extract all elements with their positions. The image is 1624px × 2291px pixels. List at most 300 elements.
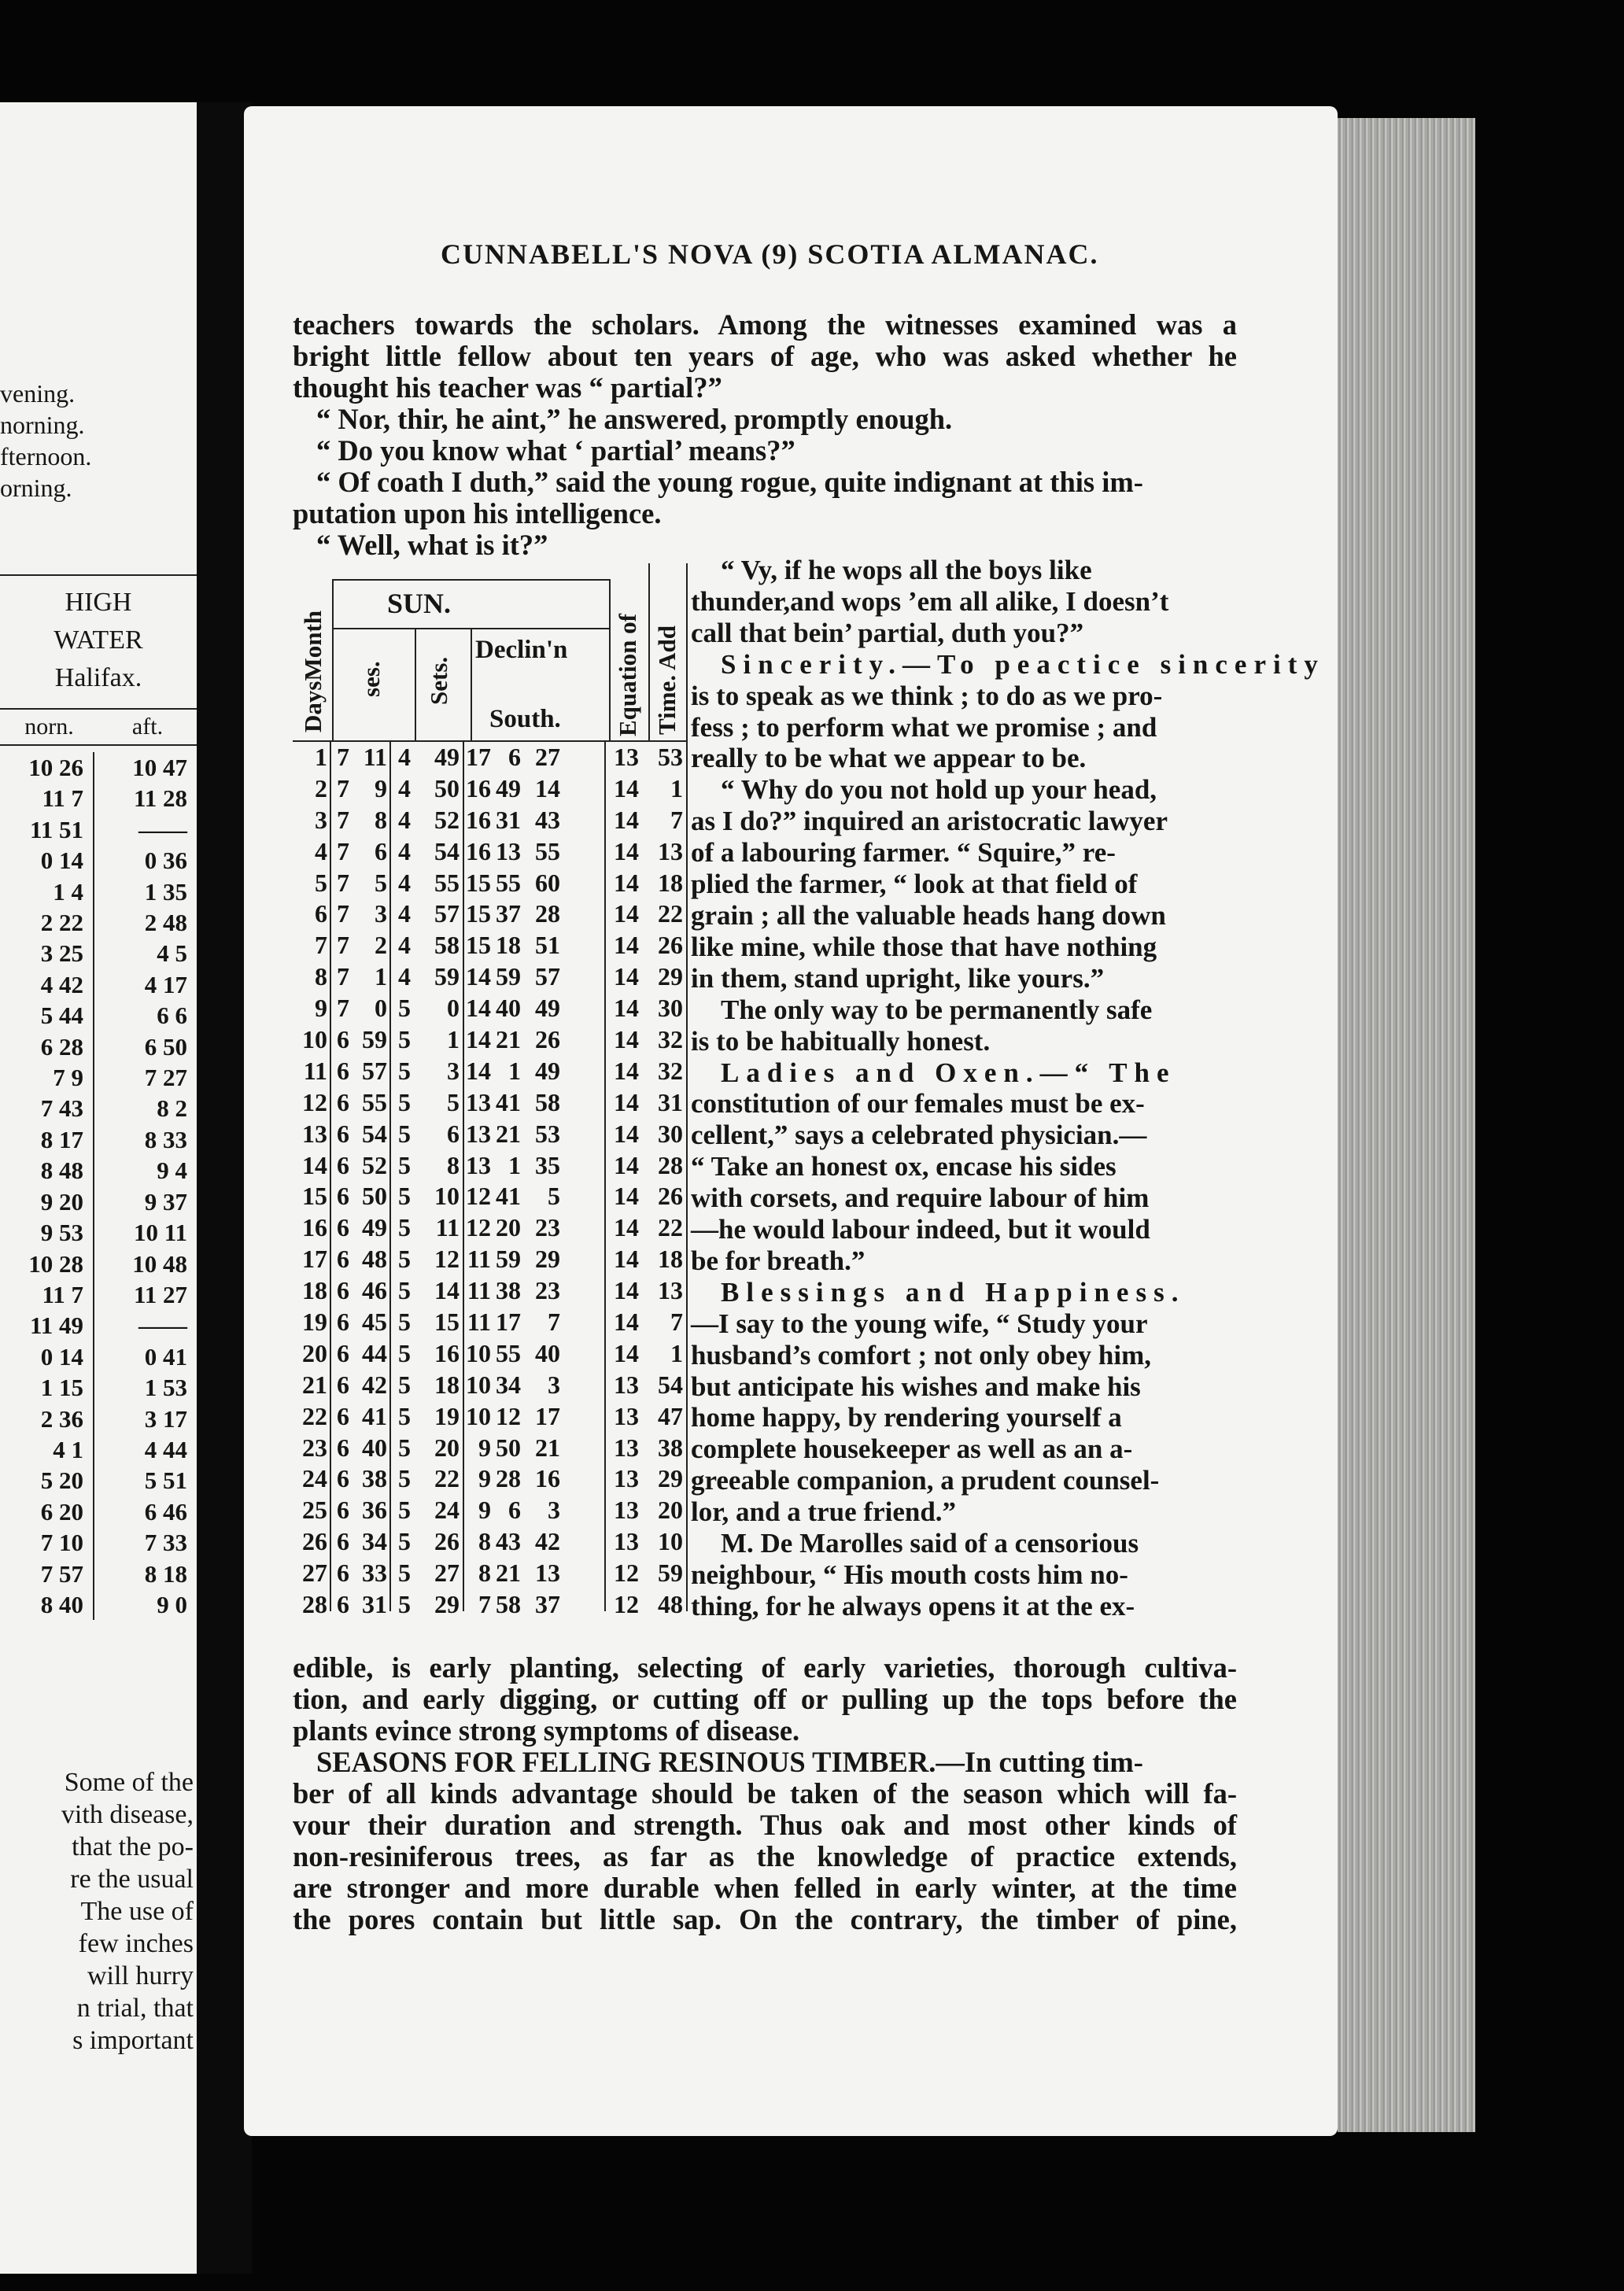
text-line: in them, stand upright, like yours.” [691,962,1105,994]
text-line: the pores contain but little sap. On the contrary, the timber of pine, [293,1903,1237,1935]
cell-eq-min: 14 [614,1276,639,1305]
cell-day: 17 [302,1245,327,1274]
cell-decl-sec: 35 [535,1150,560,1179]
table-row [293,1463,686,1495]
tide-row [0,1124,197,1155]
cell-eq-sec: 10 [658,1527,683,1556]
cell-rise-min: 55 [362,1087,387,1116]
text-line: complete housekeeper as well as an a- [691,1433,1133,1465]
col-morning: norn. [24,714,74,740]
cell-eq-min: 14 [614,1245,639,1274]
cell-set-hour: 5 [398,1496,411,1525]
tide-morning: 3 25 [40,939,83,968]
cell-decl-sec: 17 [535,1401,560,1430]
text-line: Blessings and Happiness. [721,1276,1186,1308]
cell-eq-min: 14 [614,1308,639,1337]
cell-decl-min: 58 [496,1590,521,1619]
column-rule [93,876,104,907]
text-line: “ Take an honest ox, encase his sides [691,1151,1116,1182]
sun-header: SUN. [387,588,452,619]
cell-set-min: 54 [434,836,460,865]
col-afternoon: aft. [131,714,164,740]
column-rule [93,845,104,876]
cell-set-min: 3 [447,1056,460,1085]
cell-set-hour: 5 [398,1433,411,1462]
table-row [293,993,686,1024]
cell-decl-deg: 8 [478,1559,491,1588]
cell-decl-deg: 15 [466,931,491,960]
cell-rise-hour: 6 [337,1308,349,1337]
cell-eq-min: 12 [614,1590,639,1619]
cell-set-hour: 5 [398,1338,411,1367]
tide-afternoon: 11 27 [133,1280,187,1308]
table-row [293,1275,686,1307]
tide-afternoon: —— [138,1312,187,1340]
cell-rise-min: 9 [375,773,387,802]
text-line: husband’s comfort ; not only obey him, [691,1339,1152,1371]
cell-rise-min: 0 [375,994,387,1023]
cell-set-hour: 5 [398,1213,411,1242]
tide-morning: 2 22 [40,909,83,937]
cell-eq-min: 14 [614,836,639,865]
cell-set-hour: 5 [398,1590,411,1619]
cell-rise-hour: 6 [337,1276,349,1305]
cell-rise-min: 44 [362,1338,387,1367]
cell-decl-sec: 26 [535,1025,560,1054]
text-line: neighbour, “ His mouth costs him no- [691,1559,1128,1590]
left-page-high-water-heading [0,574,197,697]
cell-decl-deg: 14 [466,1056,491,1085]
intro-paragraph [293,309,1237,561]
page-edges [1338,118,1475,2132]
cell-decl-sec: 57 [535,962,560,991]
cell-rise-min: 50 [362,1182,387,1211]
cell-rise-min: 31 [362,1590,387,1619]
tide-afternoon: 11 28 [133,784,187,813]
cell-set-min: 49 [434,743,460,771]
cell-rise-hour: 7 [337,962,349,991]
tide-row [0,1186,197,1217]
tide-morning: 9 20 [40,1187,83,1216]
tide-morning: 11 7 [42,784,83,813]
cell-decl-sec: 53 [535,1119,560,1148]
cell-decl-sec: 49 [535,1056,560,1085]
time-add-header: Time. Add [653,625,681,735]
cell-eq-sec: 53 [658,743,683,771]
cell-day: 28 [302,1590,327,1619]
cell-day: 13 [302,1119,327,1148]
cell-rise-min: 40 [362,1433,387,1462]
tide-morning: 9 53 [40,1219,83,1247]
cell-day: 27 [302,1559,327,1588]
text-line: thing, for he always opens it at the ex- [691,1590,1135,1621]
cell-rise-hour: 6 [337,1590,349,1619]
cell-eq-sec: 22 [658,899,683,928]
cell-eq-min: 14 [614,1182,639,1211]
cell-rise-hour: 7 [337,899,349,928]
cell-eq-sec: 18 [658,1245,683,1274]
text-line: lor, and a true friend.” [691,1496,957,1528]
cell-day: 11 [303,1056,327,1085]
text-line: plants evince strong symptoms of disease. [293,1714,800,1747]
cell-eq-sec: 29 [658,1464,683,1493]
left-page-bottom-text [0,1766,197,2057]
cell-set-min: 0 [447,994,460,1023]
tide-morning: 11 51 [29,815,83,843]
column-rule [93,1559,104,1589]
tide-row [0,1589,197,1620]
tide-morning: 8 48 [40,1157,83,1185]
cell-eq-min: 14 [614,868,639,897]
left-page-text-line: vith disease, [61,1800,194,1829]
tide-morning: 6 28 [40,1032,83,1061]
cell-eq-min: 14 [614,1087,639,1116]
text-line: are stronger and more durable when felled in early winter, at the time [293,1872,1237,1904]
column-rule [93,1434,104,1465]
cell-rise-hour: 6 [337,1119,349,1148]
cell-eq-sec: 28 [658,1150,683,1179]
cell-eq-min: 13 [614,1370,639,1399]
cell-rise-hour: 6 [337,1496,349,1525]
cell-decl-sec: 3 [548,1370,560,1399]
cell-eq-min: 13 [614,1401,639,1430]
cell-day: 7 [315,931,327,960]
cell-decl-min: 1 [508,1150,521,1179]
cell-decl-min: 55 [496,1338,521,1367]
left-page-heading-line: HIGH [65,588,132,617]
table-row [293,930,686,961]
table-header [293,563,686,742]
cell-rise-min: 38 [362,1464,387,1493]
declination-header: Declin'n [475,636,568,664]
cell-set-min: 8 [447,1150,460,1179]
cell-decl-sec: 13 [535,1559,560,1588]
cell-day: 20 [302,1338,327,1367]
table-row [293,805,686,836]
text-line: M. De Marolles said of a censorious [721,1528,1139,1559]
sets-header: Sets. [425,656,452,705]
cell-day: 23 [302,1433,327,1462]
cell-set-min: 20 [434,1433,460,1462]
text-line: with corsets, and require labour of him [691,1182,1150,1214]
tide-afternoon: 6 6 [157,1002,187,1030]
text-line: but anticipate his wishes and make his [691,1371,1141,1402]
cell-eq-sec: 32 [658,1025,683,1054]
cell-day: 25 [302,1496,327,1525]
equation-header: Equation of [614,614,641,736]
tide-afternoon: 4 5 [157,939,187,968]
cell-day: 22 [302,1401,327,1430]
text-line: grain ; all the valuable heads hang down [691,899,1166,931]
table-row [293,1589,686,1621]
left-page-text-line: Some of the [64,1768,194,1797]
cell-eq-sec: 1 [670,773,683,802]
text-line: —he would labour indeed, but it would [691,1214,1150,1245]
column-rule [93,1341,104,1372]
cell-set-min: 58 [434,931,460,960]
cell-set-hour: 5 [398,1150,411,1179]
cell-eq-sec: 13 [658,836,683,865]
tide-afternoon: 5 51 [144,1466,187,1495]
cell-set-min: 18 [434,1370,460,1399]
cell-day: 24 [302,1464,327,1493]
cell-decl-sec: 43 [535,805,560,834]
column-rule [93,1000,104,1031]
cell-decl-deg: 14 [466,994,491,1023]
tide-morning: 4 1 [53,1435,83,1463]
cell-set-min: 19 [434,1401,460,1430]
cell-decl-deg: 12 [466,1213,491,1242]
column-rule [93,938,104,968]
cell-rise-hour: 6 [337,1464,349,1493]
left-page-line: vening. [0,379,76,408]
cell-rise-min: 11 [363,743,387,771]
cell-decl-min: 49 [496,773,521,802]
table-row [293,1433,686,1464]
cell-decl-min: 28 [496,1464,521,1493]
table-row [293,773,686,805]
table-row [293,868,686,899]
tide-afternoon: 2 48 [144,909,187,937]
cell-decl-sec: 49 [535,994,560,1023]
text-line: non-resiniferous trees, as far as the knowledge of practice extends, [293,1840,1237,1872]
cell-day: 15 [302,1182,327,1211]
cell-eq-min: 14 [614,899,639,928]
left-page-heading-line: Halifax. [54,663,142,692]
cell-decl-sec: 27 [535,743,560,771]
tide-afternoon: 7 27 [144,1064,187,1092]
cell-set-hour: 4 [398,899,411,928]
cell-decl-sec: 16 [535,1464,560,1493]
cell-decl-min: 55 [496,868,521,897]
cell-decl-deg: 16 [466,805,491,834]
text-line: vour their duration and strength. Thus oak and most other kinds of [293,1809,1237,1841]
text-line: Sincerity.—To peactice sincerity [721,648,1325,680]
cell-day: 10 [302,1025,327,1054]
cell-day: 21 [302,1370,327,1399]
cell-decl-deg: 9 [478,1464,491,1493]
cell-decl-deg: 9 [478,1496,491,1525]
left-page-column-heads [0,708,197,746]
tide-morning: 5 44 [40,1002,83,1030]
cell-day: 9 [315,994,327,1023]
cell-eq-sec: 29 [658,962,683,991]
cell-eq-sec: 13 [658,1276,683,1305]
cell-set-min: 12 [434,1245,460,1274]
cell-set-hour: 5 [398,1182,411,1211]
tide-afternoon: 1 35 [144,877,187,906]
column-rule [93,1155,104,1186]
cell-decl-min: 31 [496,805,521,834]
text-line: is to speak as we think ; to do as we pro- [691,680,1163,711]
tide-morning: 8 40 [40,1590,83,1618]
cell-decl-sec: 40 [535,1338,560,1367]
cell-rise-min: 59 [362,1025,387,1054]
cell-set-min: 11 [435,1213,460,1242]
cell-set-hour: 5 [398,1464,411,1493]
cell-set-hour: 5 [398,1370,411,1399]
text-line: “ Vy, if he wops all the boys like [721,555,1092,585]
left-page-tide-rows [0,752,197,1620]
cell-eq-sec: 26 [658,931,683,960]
cell-rise-min: 8 [375,805,387,834]
left-page-text-line: re the usual [70,1865,194,1894]
tide-morning: 10 26 [28,754,83,781]
cell-rise-min: 46 [362,1276,387,1305]
cell-decl-min: 18 [496,931,521,960]
column-rule [93,1279,104,1310]
sidebar-anecdotes [691,555,1325,1622]
cell-eq-min: 13 [614,1496,639,1525]
cell-rise-min: 45 [362,1308,387,1337]
tide-morning: 11 7 [42,1280,83,1308]
cell-decl-deg: 16 [466,773,491,802]
text-line: home happy, by rendering yourself a [691,1402,1122,1433]
cell-decl-deg: 17 [466,743,491,771]
cell-decl-min: 50 [496,1433,521,1462]
column-rule [93,1186,104,1217]
left-page-text-line: s important [72,2026,194,2055]
tide-row [0,1341,197,1372]
tide-morning: 0 14 [40,847,83,875]
cell-set-min: 10 [434,1182,460,1211]
table-row [293,1244,686,1275]
column-rule [93,1031,104,1062]
cell-set-min: 16 [434,1338,460,1367]
tide-morning: 5 20 [40,1466,83,1495]
tide-afternoon: 1 53 [144,1374,187,1402]
cell-day: 14 [302,1150,327,1179]
cell-eq-min: 13 [614,1464,639,1493]
cell-set-hour: 5 [398,1245,411,1274]
cell-eq-sec: 47 [658,1401,683,1430]
tide-afternoon: 4 17 [144,970,187,998]
cell-decl-sec: 23 [535,1276,560,1305]
cell-day: 26 [302,1527,327,1556]
running-head: CUNNABELL'S NOVA (9) SCOTIA ALMANAC. [441,238,1099,270]
cell-set-hour: 5 [398,994,411,1023]
cell-eq-min: 14 [614,1119,639,1148]
tide-row [0,1434,197,1465]
cell-set-hour: 4 [398,931,411,960]
cell-decl-deg: 7 [478,1590,491,1619]
cell-decl-deg: 10 [466,1401,491,1430]
cell-eq-sec: 20 [658,1496,683,1525]
left-page-line: norning. [0,411,85,439]
cell-decl-sec: 14 [535,773,560,802]
cell-set-min: 59 [434,962,460,991]
cell-set-hour: 5 [398,1559,411,1588]
cell-decl-min: 21 [496,1025,521,1054]
cell-rise-hour: 6 [337,1213,349,1242]
cell-eq-min: 12 [614,1559,639,1588]
column-rule [93,1249,104,1279]
cell-eq-sec: 38 [658,1433,683,1462]
cell-rise-hour: 6 [337,1087,349,1116]
cell-set-min: 57 [434,899,460,928]
tide-row [0,845,197,876]
cell-day: 8 [315,962,327,991]
tide-row [0,907,197,938]
table-row [293,836,686,868]
cell-rise-hour: 6 [337,1025,349,1054]
column-rule [93,1404,104,1434]
tide-morning: 2 36 [40,1404,83,1433]
cell-eq-sec: 30 [658,1119,683,1148]
table-row [293,1119,686,1150]
cell-eq-sec: 32 [658,1056,683,1085]
text-line: call that bein’ partial, duth you?” [691,617,1084,648]
text-line: “ Well, what is it?” [316,529,548,561]
tide-row [0,1093,197,1123]
cell-set-min: 22 [434,1464,460,1493]
tide-row [0,1217,197,1248]
table-row [293,961,686,993]
cell-set-min: 27 [434,1559,460,1588]
cell-rise-min: 2 [375,931,387,960]
tide-row [0,938,197,968]
column-rule [93,814,104,845]
cell-decl-deg: 11 [467,1245,491,1274]
column-rule [93,907,104,938]
tide-afternoon: 6 50 [144,1032,187,1061]
tide-afternoon: 3 17 [144,1404,187,1433]
cell-eq-sec: 18 [658,868,683,897]
cell-set-hour: 4 [398,743,411,771]
cell-decl-deg: 12 [466,1182,491,1211]
cell-eq-sec: 22 [658,1213,683,1242]
tide-afternoon: —— [138,815,187,843]
cell-decl-min: 37 [496,899,521,928]
left-page-text-line: few inches [78,1929,194,1958]
left-page-line: fternoon. [0,442,92,470]
cell-rise-hour: 7 [337,836,349,865]
tide-morning: 1 4 [53,877,83,906]
text-line: plied the farmer, “ look at that field of [691,869,1138,900]
cell-decl-deg: 8 [478,1527,491,1556]
tide-row [0,1155,197,1186]
cell-rise-hour: 7 [337,868,349,897]
tide-row [0,1372,197,1403]
tide-afternoon: 10 48 [132,1249,187,1278]
left-page-text-line: The use of [80,1897,194,1926]
cell-set-min: 1 [447,1025,460,1054]
cell-set-hour: 4 [398,962,411,991]
cell-decl-sec: 7 [548,1308,560,1337]
cell-decl-min: 20 [496,1213,521,1242]
tide-morning: 10 28 [28,1249,83,1278]
tide-row [0,876,197,907]
rises-header: ses. [357,661,385,697]
cell-eq-min: 14 [614,1150,639,1179]
closing-paragraphs [293,1652,1237,1935]
table-row [293,1526,686,1558]
cell-decl-min: 41 [496,1087,521,1116]
cell-set-min: 15 [434,1308,460,1337]
cell-eq-sec: 54 [658,1370,683,1399]
cell-set-hour: 5 [398,1401,411,1430]
tide-row [0,969,197,1000]
cell-eq-min: 14 [614,994,639,1023]
cell-rise-hour: 6 [337,1401,349,1430]
cell-rise-hour: 6 [337,1338,349,1367]
cell-eq-min: 14 [614,1338,639,1367]
left-page-heading-line: WATER [54,625,143,655]
table-rows [293,742,686,1621]
cell-decl-min: 59 [496,1245,521,1274]
cell-decl-sec: 21 [535,1433,560,1462]
cell-day: 6 [315,899,327,928]
